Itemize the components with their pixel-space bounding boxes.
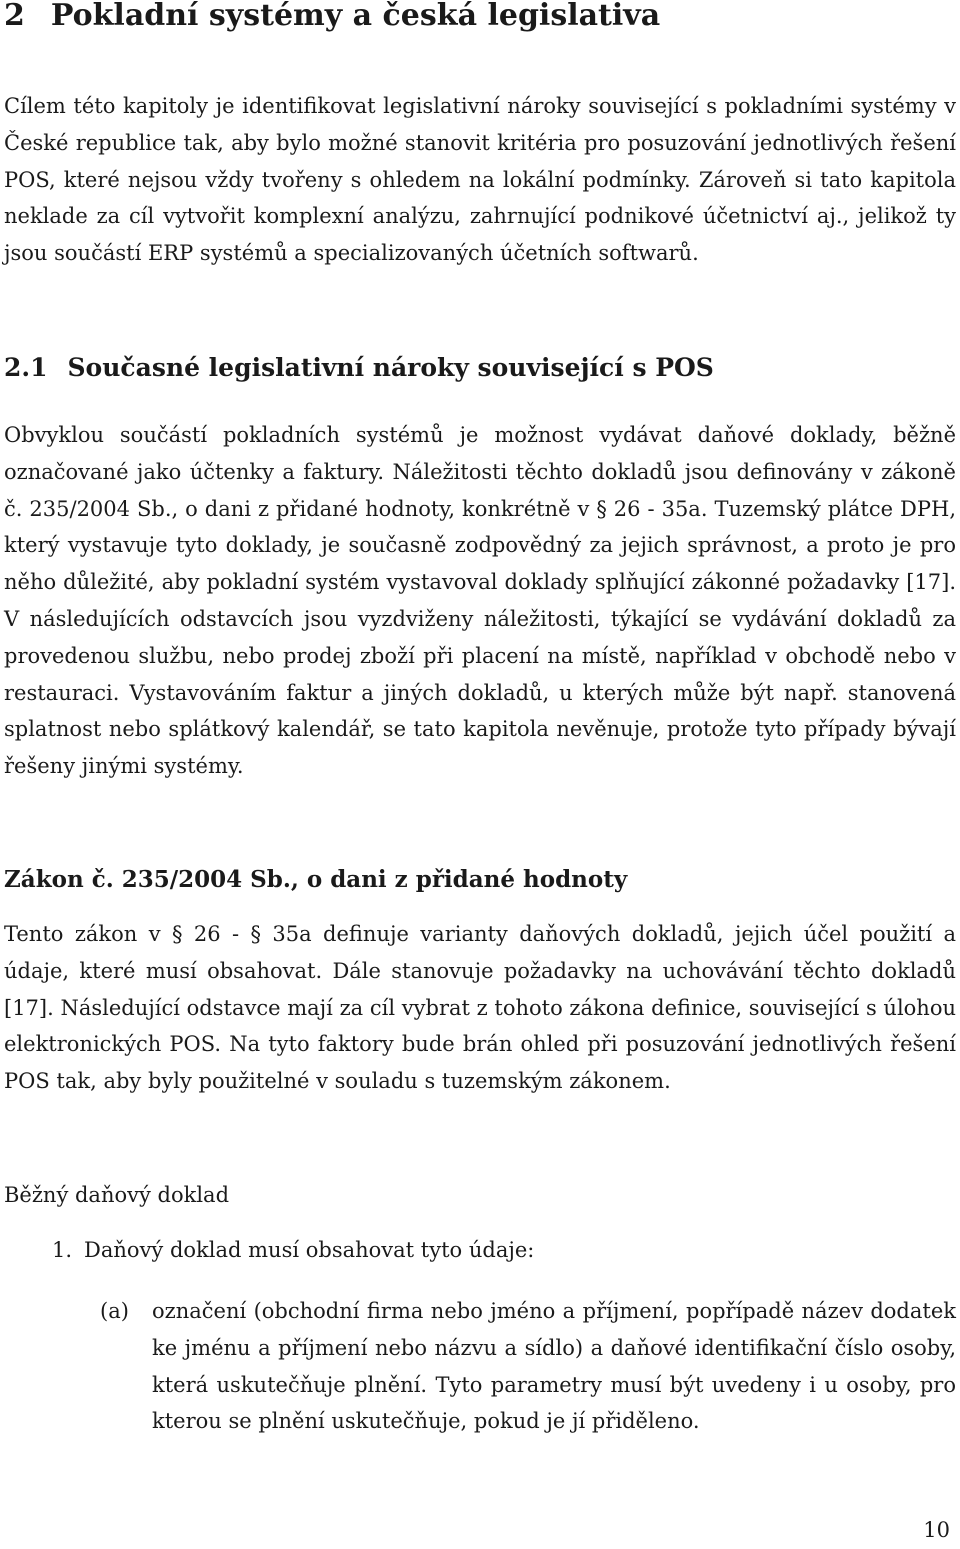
list-item-marker: 1.	[52, 1238, 73, 1262]
common-doc-heading: Běžný daňový doklad	[4, 1183, 230, 1207]
section-title-text: Současné legislativní nároky související s POS	[67, 353, 714, 382]
law-heading: Zákon č. 235/2004 Sb., o dani z přidané hodnoty	[4, 866, 628, 893]
list-item-text: Daňový doklad musí obsahovat tyto údaje:	[84, 1238, 535, 1262]
chapter-title-text: Pokladní systémy a česká legislativa	[50, 0, 661, 33]
section-title	[4, 346, 714, 390]
law-paragraph: Tento zákon v § 26 - § 35a definuje varianty daňových dokladů, jejich účel použití a údaje, které musí obsahovat. Dále stanovuje požadavky na uchovávání těchto dokladů [17]. Následující odstavce mají za cíl vybrat z tohoto zákona definice, související s úlohou elektronických POS. Na tyto faktory bude brán ohled při posuzování jednotlivých řešení POS tak, aby byly použitelné v souladu s tuzemským zákonem.	[4, 922, 956, 1094]
section-number: 2.1	[4, 353, 48, 382]
page-number: 10	[923, 1518, 950, 1542]
section-paragraph: Obvyklou součástí pokladních systémů je možnost vydávat daňové doklady, běžně označované jako účtenky a faktury. Náležitosti těchto dokladů jsou definovány v zákoně č. 235/2004 Sb., o dani z přidané hodnoty, konkrétně v § 26 - 35a. Tuzemský plátce DPH, který vystavuje tyto doklady, je současně zodpovědný za jejich správnost, a proto je pro něho důležité, aby pokladní systém vystavoval doklady splňující zákonné požadavky [17]. V následujících odstavcích jsou vyzdviženy náležitosti, týkající se vydávání dokladů za provedenou službu, nebo prodej zboží při placení na místě, například v obchodě nebo v restauraci. Vystavováním faktur a jiných dokladů, u kterých může být např. stanovená splatnost nebo splátkový kalendář, se tato kapitola nevěnuje, protože tyto případy bývají řešeny jinými systémy.	[4, 423, 956, 779]
sublist-item-marker: (a)	[100, 1299, 129, 1323]
intro-paragraph: Cílem této kapitoly je identifikovat legislativní nároky související s pokladními systémy v České republice tak, aby bylo možné stanovit kritéria pro posuzování jednotlivých řešení POS, které nejsou vždy tvořeny s ohledem na lokální podmínky. Zároveň si tato kapitola neklade za cíl vytvořit komplexní analýzu, zahrnující podnikové účetnictví aj., jelikož ty jsou součástí ERP systémů a specializovaných účetních softwarů.	[4, 94, 956, 266]
chapter-title	[4, 0, 660, 40]
chapter-number: 2	[4, 0, 25, 33]
list-item	[52, 1230, 534, 1270]
sublist-item-text: označení (obchodní firma nebo jméno a příjmení, popřípadě název dodatek ke jménu a příjmení nebo názvu a sídlo) a daňové identifikační číslo osoby, která uskutečňuje plnění. Tyto parametry musí být uvedeny i u osoby, pro kterou se plnění uskutečňuje, pokud je jí přiděleno.	[152, 1299, 956, 1434]
